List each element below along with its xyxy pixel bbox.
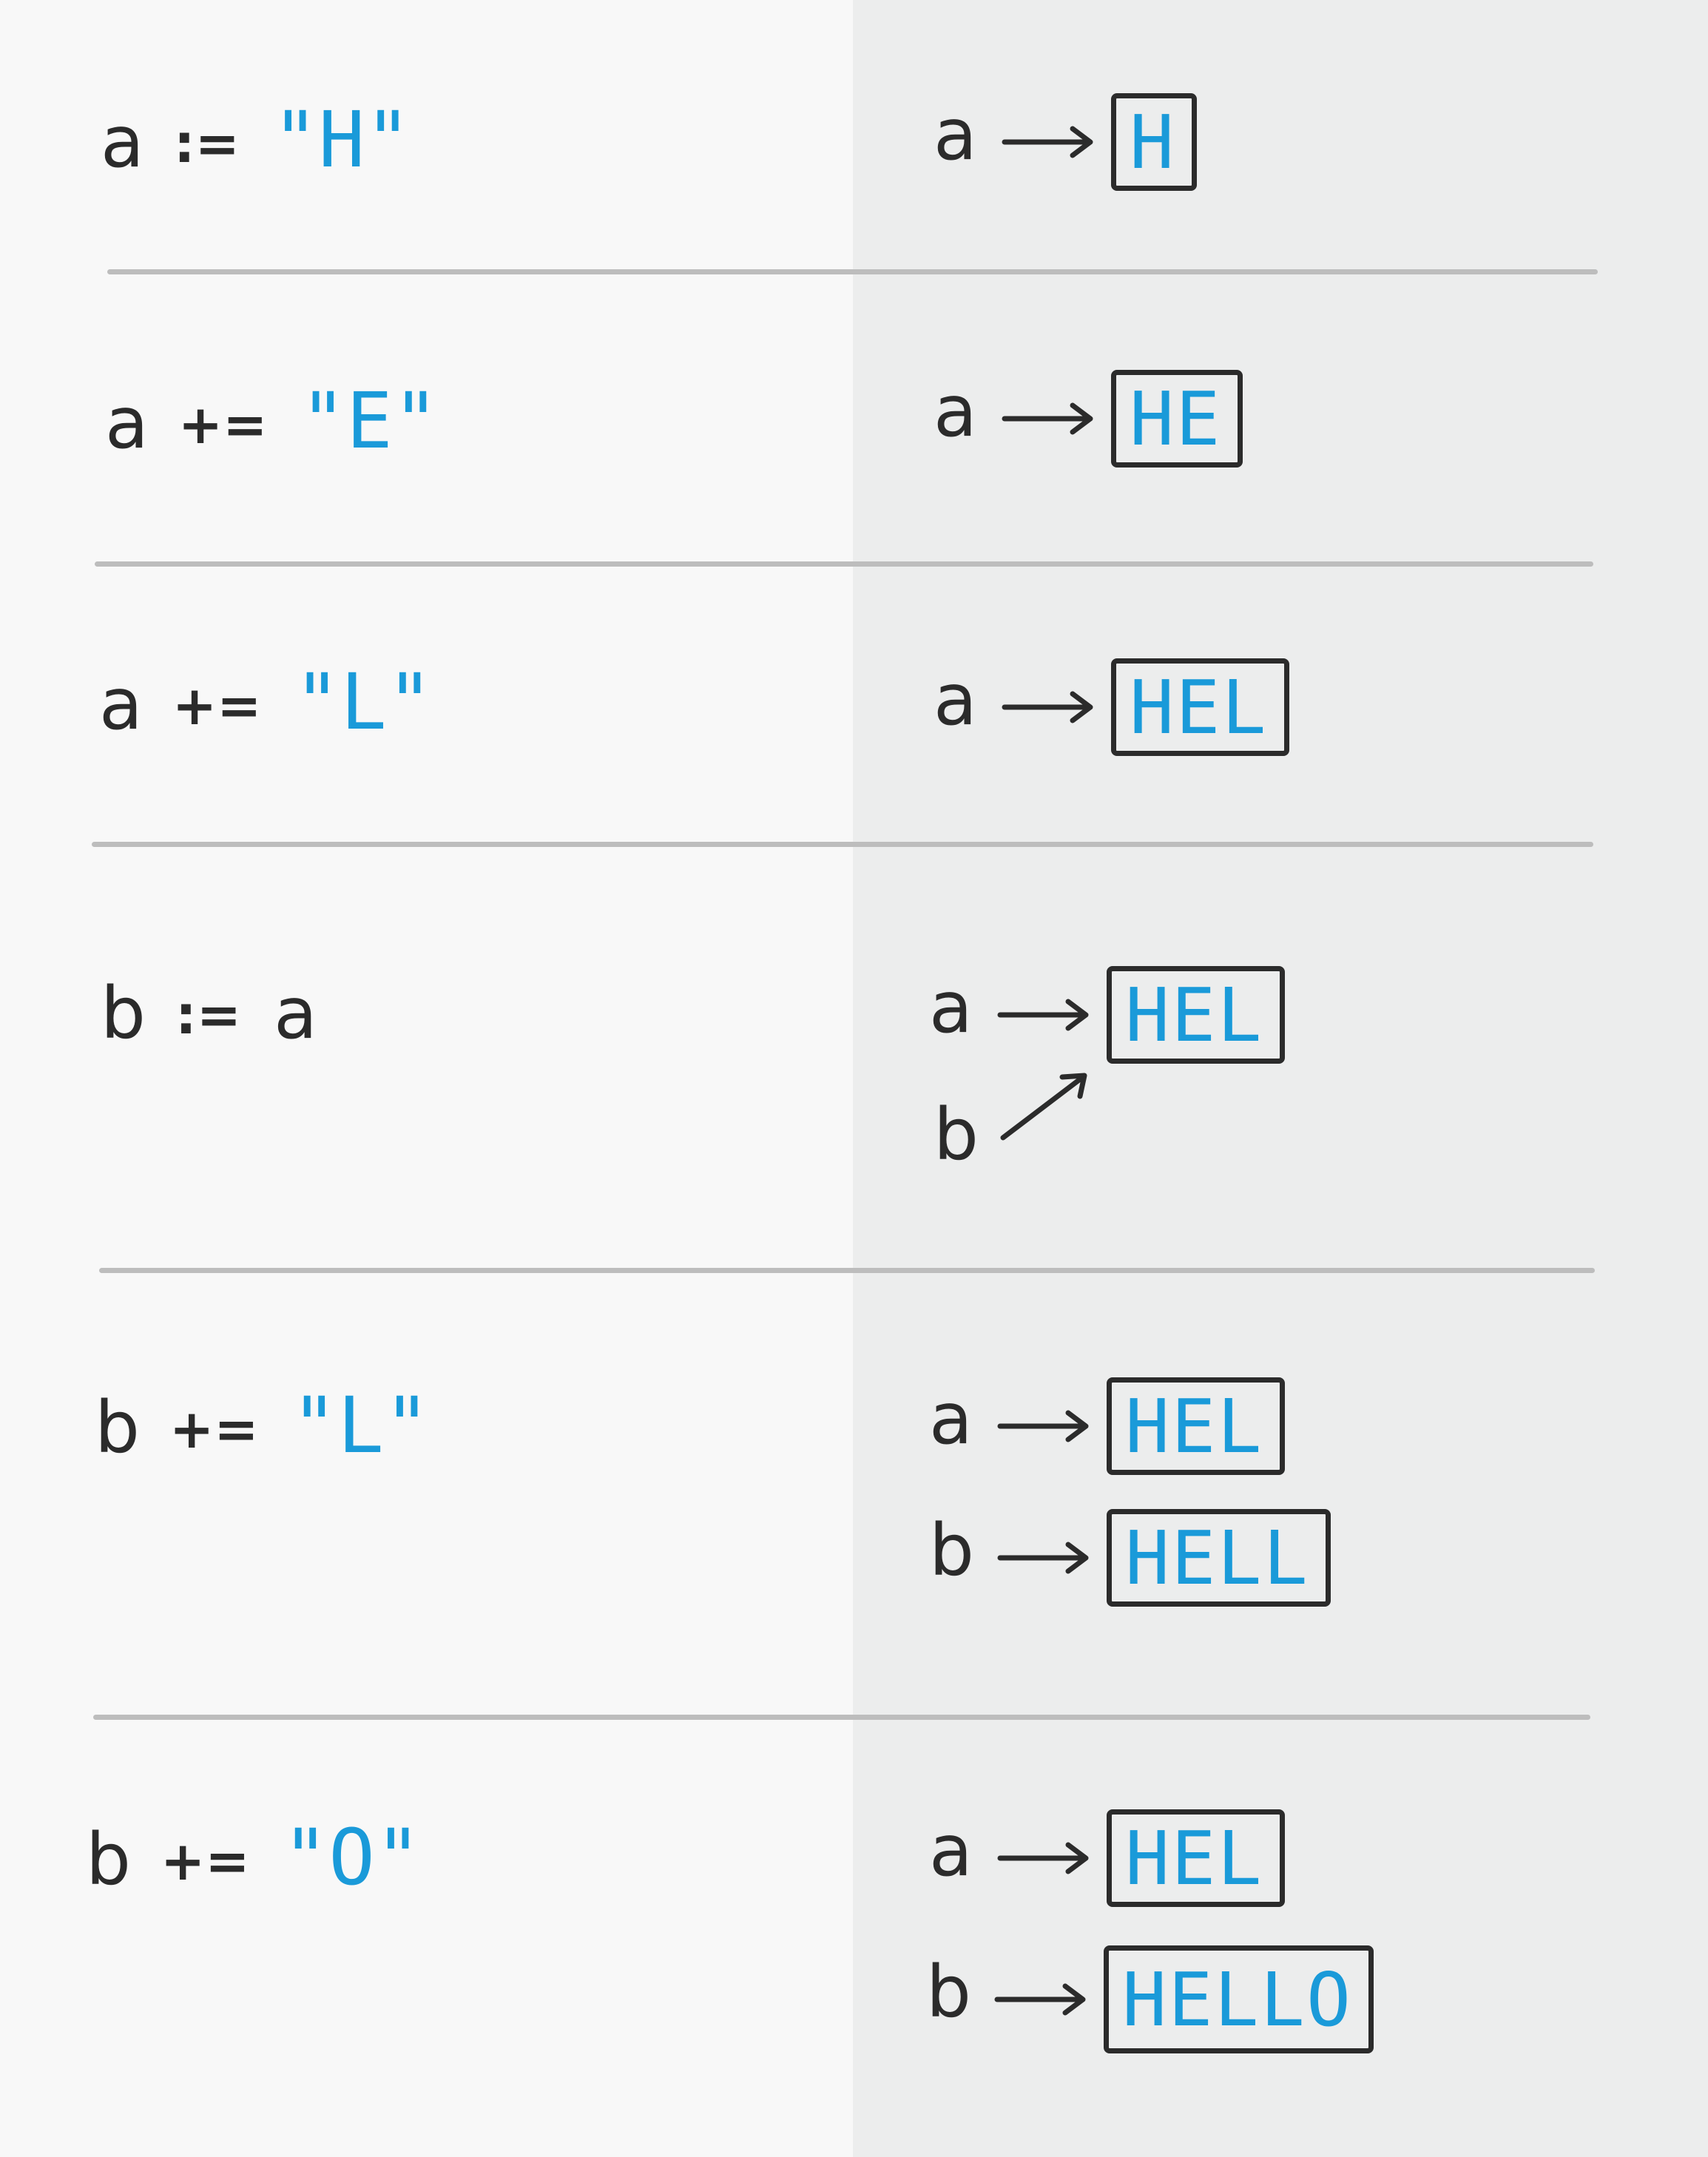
string-value: HEL	[1125, 971, 1263, 1059]
step-divider	[107, 269, 1598, 274]
memory-ref-row	[934, 93, 1197, 191]
code-line	[86, 1812, 421, 1903]
code-operator: +=	[160, 1830, 250, 1892]
arrow-icon	[997, 993, 1093, 1037]
step-divider	[95, 561, 1593, 567]
code-operator: +=	[178, 394, 268, 456]
code-operator: :=	[175, 984, 242, 1046]
memory-ref-row	[934, 658, 1289, 756]
arrow-icon	[994, 1977, 1090, 2022]
code-operator: +=	[169, 1398, 259, 1460]
memory-ref-row	[929, 1509, 1331, 1607]
string-box	[1107, 1509, 1331, 1607]
memory-ref-row	[926, 1945, 1374, 2053]
string-value: HEL	[1125, 1383, 1263, 1470]
code-lhs: b	[86, 1818, 131, 1901]
ref-variable: b	[929, 1509, 974, 1592]
string-box	[1107, 1809, 1285, 1907]
string-box	[1107, 966, 1285, 1064]
code-line	[101, 95, 411, 185]
string-box	[1104, 1945, 1374, 2053]
code-line	[99, 657, 433, 747]
string-value: HEL	[1130, 664, 1268, 751]
code-lhs: a	[99, 663, 143, 746]
code-lhs: b	[101, 972, 146, 1055]
code-lhs: a	[105, 382, 149, 465]
code-lhs: b	[95, 1386, 140, 1469]
ref-variable-shared: b	[934, 1093, 979, 1176]
ref-variable: a	[929, 966, 973, 1049]
code-operator: +=	[172, 675, 262, 737]
code-line	[95, 1380, 430, 1471]
code-value: "L"	[294, 657, 433, 747]
memory-ref-row	[934, 370, 1243, 467]
string-box	[1111, 370, 1243, 467]
ref-variable: a	[934, 93, 977, 176]
ref-variable: a	[929, 1377, 973, 1460]
arrow-icon	[997, 1836, 1093, 1880]
arrow-icon	[1002, 120, 1098, 164]
string-value: HELL	[1125, 1514, 1309, 1601]
code-value: "L"	[291, 1380, 431, 1471]
string-box	[1111, 658, 1289, 756]
ref-variable: a	[934, 658, 977, 741]
code-value: "O"	[282, 1812, 422, 1903]
string-value: H	[1130, 98, 1176, 186]
step-divider	[93, 1715, 1590, 1720]
code-value: "E"	[300, 376, 439, 466]
code-value: "H"	[271, 95, 411, 185]
code-value: a	[274, 972, 317, 1055]
ref-variable: a	[929, 1809, 973, 1892]
string-value: HEL	[1125, 1815, 1263, 1902]
ref-variable: b	[926, 1951, 971, 2033]
memory-ref-row	[929, 966, 1285, 1064]
memory-ref-row	[929, 1809, 1285, 1907]
step-divider	[92, 842, 1593, 847]
string-box	[1111, 93, 1197, 191]
arrow-icon	[997, 1536, 1093, 1580]
string-value: HELLO	[1122, 1956, 1353, 2043]
memory-ref-row	[929, 1377, 1285, 1475]
string-box	[1107, 1377, 1285, 1475]
ref-variable: a	[934, 370, 977, 453]
arrow-icon	[1002, 396, 1098, 441]
code-lhs: a	[101, 101, 144, 183]
code-line	[105, 376, 439, 466]
diagonal-arrow-icon	[997, 1070, 1093, 1144]
arrow-icon	[997, 1404, 1093, 1448]
code-operator: :=	[173, 112, 240, 175]
step-divider	[99, 1268, 1595, 1273]
arrow-icon	[1002, 685, 1098, 729]
string-value: HE	[1130, 375, 1222, 462]
code-line	[101, 972, 317, 1055]
